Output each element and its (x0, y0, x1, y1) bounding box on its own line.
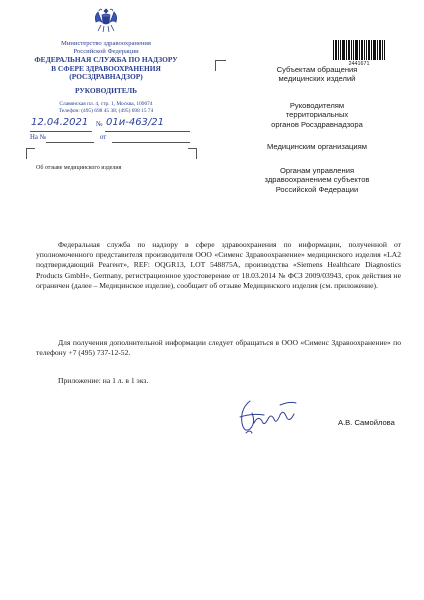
on-number-underline (46, 142, 94, 143)
addressee-line: здравоохранением субъектов (264, 175, 370, 185)
from-label: от (100, 134, 107, 141)
addressee-block (232, 166, 402, 194)
on-number-label: На № (30, 134, 47, 141)
barcode-number: 2441671 (348, 61, 370, 67)
date-underline (30, 131, 92, 132)
head-title: РУКОВОДИТЕЛЬ (75, 86, 137, 95)
double-headed-eagle-icon (92, 6, 120, 36)
addressee-line: Органам управления (279, 166, 355, 175)
addressee-block (232, 101, 402, 129)
addressee-line: Российской Федерации (275, 184, 359, 194)
registration-number: 01и-463/21 (106, 117, 165, 128)
addressee-line: Субъектам обращения (276, 65, 358, 74)
number-prefix: № (96, 120, 103, 128)
handwritten-signature (232, 397, 307, 442)
appendix-note: Приложение: на 1 л. в 1 экз. (58, 376, 149, 385)
addressee-line: медицинских изделий (278, 74, 356, 84)
left-bracket (26, 148, 35, 159)
addressee-line: Руководителям (289, 101, 345, 110)
ministry-line: Российской Федерации (73, 47, 139, 55)
letter-subject: Об отзыве медицинского изделия (36, 165, 122, 171)
signer-name: А.В. Самойлова (338, 418, 395, 427)
service-line: (РОСЗДРАВНАДЗОР) (69, 72, 143, 82)
from-underline (112, 142, 190, 143)
address-line: Славянская пл. 4, стр. 1, Москва, 109074 (59, 101, 153, 107)
service-line: ФЕДЕРАЛЬНАЯ СЛУЖБА ПО НАДЗОРУ (34, 55, 178, 64)
body-paragraph: Для получения дополнительной информации следует обращаться в ООО «Сименс Здравоохранение» по телефону +7 (495) 737-12-52. (36, 338, 401, 358)
address-line: Телефон: (495) 698 45 38; (495) 698 15 74 (58, 107, 154, 114)
body-paragraph: Федеральная служба по надзору в сфере здравоохранения по информации, полученной от уполномоченного представителя производителя ООО «Сименс Здравоохранение» медицинского изделия «LA2 подтверждающий Реагент», REF: OQGR13, LOT 548875A, производства «Siemens Healthcare Diagnostics Products GmbH», Germany, регистрационное удостоверение от 18.03.2014 № ФСЗ 2009/03943, срок действия не ограничен (далее – Медицинское изделие), сообщает об отзыве Медицинского изделия (см. приложение). (36, 240, 401, 290)
addressee-block (232, 142, 402, 151)
number-underline (105, 131, 190, 132)
ministry-name (26, 40, 186, 55)
addressee-line: Медицинским организациям (267, 142, 367, 151)
addressee-bracket (215, 60, 226, 71)
addressee-block (232, 65, 402, 84)
barcode-icon (333, 40, 385, 60)
addressee-line: территориальных (285, 110, 349, 120)
addressee-line: органов Росздравнадзора (271, 119, 363, 129)
service-name (26, 56, 186, 82)
right-bracket (188, 148, 197, 159)
ministry-line: Министерство здравоохранения (61, 40, 151, 47)
letterhead-address (26, 101, 186, 114)
service-line: В СФЕРЕ ЗДРАВООХРАНЕНИЯ (51, 63, 161, 73)
registration-date: 12.04.2021 (31, 117, 89, 128)
